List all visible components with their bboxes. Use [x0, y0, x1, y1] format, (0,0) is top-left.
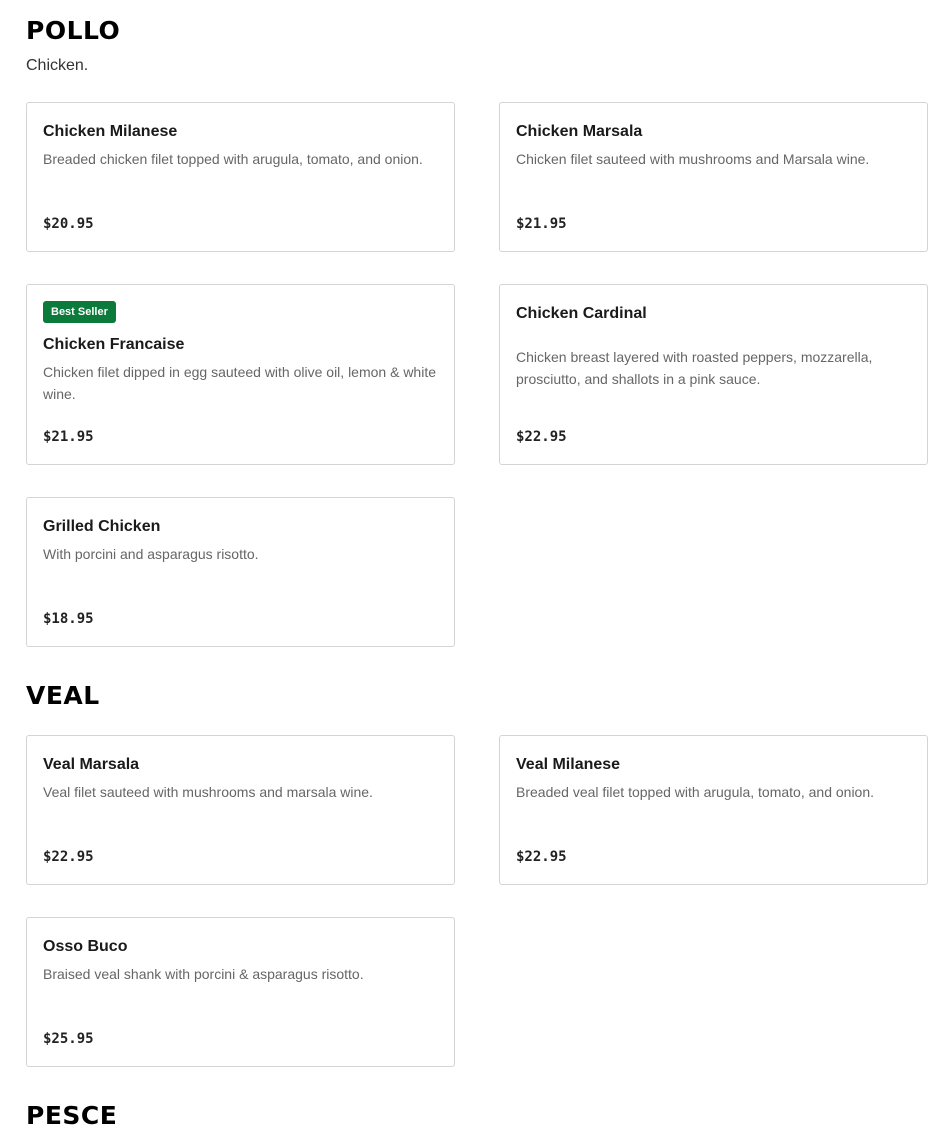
menu-item-name: Chicken Milanese [43, 123, 178, 140]
menu-item-card[interactable] [26, 497, 455, 647]
menu-item-price: $25.95 [43, 1031, 94, 1047]
menu-item-card[interactable] [499, 735, 928, 885]
menu-item-price: $21.95 [516, 216, 567, 232]
menu-item-description: Veal filet sauteed with mushrooms and marsala wine. [43, 784, 373, 800]
menu-item-price: $22.95 [516, 429, 567, 445]
section-title-pollo: POLLO [26, 16, 121, 45]
menu-item-name: Chicken Francaise [43, 336, 185, 353]
section-title-pesce: PESCE [26, 1101, 118, 1130]
best-seller-badge: Best Seller [43, 301, 116, 323]
menu-item-description: Breaded veal filet topped with arugula, tomato, and onion. [516, 784, 875, 800]
menu-item-description: Breaded chicken filet topped with arugula, tomato, and onion. [43, 151, 423, 167]
menu-item-card[interactable] [26, 284, 455, 465]
menu-item-name: Osso Buco [43, 938, 128, 955]
menu-item-description: Chicken filet sauteed with mushrooms and Marsala wine. [516, 151, 870, 167]
menu-item-name: Chicken Cardinal [516, 305, 647, 322]
menu-item-description: Braised veal shank with porcini & asparagus risotto. [43, 966, 364, 982]
menu-item-price: $22.95 [516, 849, 567, 865]
menu-item-card[interactable] [26, 735, 455, 885]
menu-item-card[interactable] [499, 284, 928, 465]
menu-item-name: Veal Milanese [516, 756, 621, 773]
menu-item-card[interactable] [26, 102, 455, 252]
menu-item-price: $20.95 [43, 216, 94, 232]
menu-item-name: Veal Marsala [43, 756, 140, 773]
menu-item-description: Chicken breast layered with roasted peppers, mozzarella, prosciutto, and shallots in a pink sauce. [516, 349, 873, 387]
menu-item-card[interactable] [499, 102, 928, 252]
section-title-veal: VEAL [26, 681, 100, 710]
menu-item-price: $22.95 [43, 849, 94, 865]
section-subtitle-pollo: Chicken. [26, 57, 89, 74]
menu-item-price: $21.95 [43, 429, 94, 445]
menu-item-name: Chicken Marsala [516, 123, 643, 140]
menu-item-description: With porcini and asparagus risotto. [43, 546, 259, 562]
menu-item-price: $18.95 [43, 611, 94, 627]
menu-item-card[interactable] [26, 917, 455, 1067]
menu-item-name: Grilled Chicken [43, 518, 161, 535]
menu-item-description: Chicken filet dipped in egg sauteed with olive oil, lemon & white wine. [43, 364, 437, 402]
